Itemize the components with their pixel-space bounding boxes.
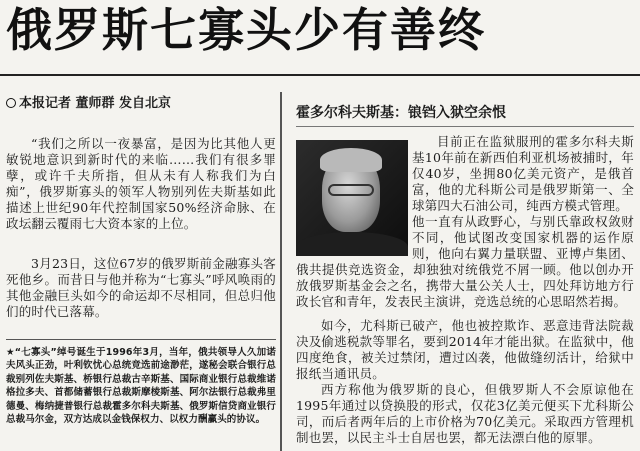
byline-text: 本报记者 董师群 发自北京 (19, 96, 172, 111)
right-paragraph-2-text: 他一直有从政野心，与别氏靠政权敛财不同，他试图改变国家机器的运作原则，他向右翼力量联盟、亚博卢集团、俄共提供竞选资金，却独独对统俄党不屑一顾。他以创办开放俄罗斯基金会之名，携带大量公关人士，四处拜访地方行政长官和青年，发表民主演讲，竞选总统的心思昭然若揭。 (296, 214, 634, 309)
right-paragraph-2 (296, 214, 634, 310)
byline (6, 96, 276, 112)
glasses-icon (328, 184, 374, 196)
bullet-icon (6, 98, 16, 108)
column-divider (280, 92, 282, 451)
subhead-rule (296, 126, 634, 127)
section-subhead: 霍多尔科夫斯基：锒铛入狱空余恨 (296, 105, 506, 121)
left-paragraph-2: 3月23日，这位67岁的俄罗斯前金融寡头客死他乡。而昔日与他并称为“七寡头”呼风唤雨的其他金融巨头如今的命运却不尽相同，但总归他们的时代已落幕。 (6, 256, 276, 319)
photo-float-spacer (296, 214, 412, 258)
headline: 俄罗斯七寡头少有善终 (6, 3, 486, 57)
right-paragraph-3: 如今，尤科斯已破产，他也被控欺诈、恶意违背法院裁决及偷逃税款等罪名，要到2014年才能出狱。在监狱中，他四度绝食，被关过禁闭，遭过凶袭，他做缝纫活计，给狱中报纸当通讯员。 (296, 318, 634, 381)
left-paragraph-1: “我们之所以一夜暴富，是因为比其他人更敏锐地意识到新时代的来临……我们有很多罪孽，或许千夫所指，但从未有人称我们为白痴”，俄罗斯寡头的领军人物别列佐夫斯基如此描述上世纪90年代控制国家50%经济命脉、在政坛翻云覆雨七大资本家的上位。 (6, 136, 276, 231)
right-paragraph-1: 目前正在监狱服刑的霍多尔科夫斯基10年前在新西伯利亚机场被捕时，年仅40岁，坐拥80亿美元资产，是俄首富，他的尤科斯公司是俄罗斯第一、全球第四大石油公司，纯西方模式管理。 (412, 134, 634, 213)
right-top-text (412, 134, 634, 214)
note-divider (6, 339, 276, 340)
photo-hair (320, 148, 382, 172)
top-rule (0, 74, 640, 76)
right-paragraph-4: 西方称他为俄罗斯的良心，但俄罗斯人不会原谅他在1995年通过以贷换股的形式，仅花3亿美元便买下尤科斯公司，而后者两年后的上市价格为70亿美元。采取西方管理机制也罢，以民主斗士自居也罢，都无法漂白他的原罪。 (296, 382, 634, 445)
sidebar-note: ★“七寡头”绰号诞生于1996年3月，当年，俄共领导人久加诺夫风头正劲，叶利钦忧心总统竞选前途渺茫，遂秘会联合银行总裁别列佐夫斯基、桥银行总裁古辛斯基、国际商业银行总裁维诺格拉多夫、首都储蓄银行总裁斯摩棱斯基、阿尔法银行总裁弗里德曼、梅纳捷普银行总裁霍多尔科夫斯基、俄罗斯信贷商业银行总裁马尔金，双方达成以金钱保权力、以权力酬赢头的协议。 (6, 347, 276, 426)
